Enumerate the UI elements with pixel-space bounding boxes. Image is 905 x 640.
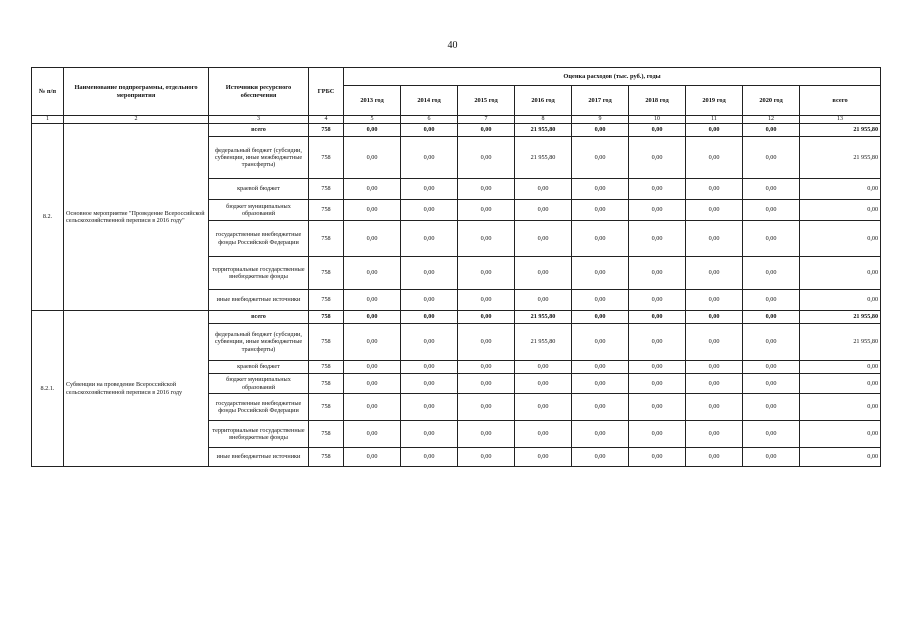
grbs-code: 758: [309, 361, 344, 374]
grbs-code: 758: [309, 200, 344, 221]
year-value: 0,00: [401, 257, 458, 290]
table-row: [32, 124, 881, 137]
total-value: 21 955,80: [800, 311, 881, 324]
year-value: 0,00: [572, 374, 629, 394]
year-value: 0,00: [686, 137, 743, 179]
year-value: 0,00: [344, 179, 401, 200]
column-number: 5: [344, 116, 401, 124]
year-value: 0,00: [515, 374, 572, 394]
total-value: 0,00: [800, 394, 881, 421]
year-value: 0,00: [743, 374, 800, 394]
header-estimate: Оценка расходов (тыс. руб.), годы: [344, 68, 881, 86]
year-value: 0,00: [629, 394, 686, 421]
grbs-code: 758: [309, 324, 344, 361]
year-value: 0,00: [458, 421, 515, 448]
funding-source: иные внебюджетные источники: [209, 448, 309, 467]
year-value: 0,00: [572, 361, 629, 374]
year-value: 0,00: [743, 124, 800, 137]
page-number: 40: [447, 40, 458, 51]
funding-source: федеральный бюджет (субсидии, субвенции, иные межбюджетные трансферты): [209, 137, 309, 179]
year-value: 0,00: [344, 361, 401, 374]
header-source: Источники ресурсного обеспечения: [209, 68, 309, 116]
year-value: 0,00: [629, 421, 686, 448]
column-number: 10: [629, 116, 686, 124]
year-value: 0,00: [743, 421, 800, 448]
year-value: 0,00: [344, 221, 401, 257]
year-value: 0,00: [344, 394, 401, 421]
year-value: 0,00: [401, 324, 458, 361]
year-value: 0,00: [743, 200, 800, 221]
year-value: 0,00: [515, 179, 572, 200]
year-value: 0,00: [401, 361, 458, 374]
year-value: 0,00: [629, 221, 686, 257]
year-value: 0,00: [458, 221, 515, 257]
funding-source: всего: [209, 124, 309, 137]
budget-table: [31, 67, 881, 467]
total-value: 0,00: [800, 361, 881, 374]
year-value: 0,00: [344, 448, 401, 467]
year-value: 0,00: [515, 421, 572, 448]
year-value: 0,00: [572, 179, 629, 200]
grbs-code: 758: [309, 448, 344, 467]
year-value: 0,00: [572, 200, 629, 221]
header-num: № п/п: [32, 68, 64, 116]
year-value: 0,00: [458, 179, 515, 200]
year-value: 0,00: [572, 311, 629, 324]
year-value: 0,00: [743, 311, 800, 324]
year-value: 0,00: [344, 324, 401, 361]
year-value: 0,00: [686, 179, 743, 200]
year-value: 0,00: [515, 448, 572, 467]
grbs-code: 758: [309, 311, 344, 324]
year-value: 0,00: [629, 361, 686, 374]
item-name: Основное мероприятие "Проведение Всероссийской сельскохозяйственной переписи в 2016 году": [64, 124, 209, 311]
year-value: 0,00: [458, 257, 515, 290]
year-value: 0,00: [629, 311, 686, 324]
year-value: 0,00: [572, 324, 629, 361]
year-value: 0,00: [743, 257, 800, 290]
year-value: 0,00: [401, 311, 458, 324]
year-value: 0,00: [401, 200, 458, 221]
year-value: 0,00: [686, 257, 743, 290]
funding-source: краевой бюджет: [209, 361, 309, 374]
year-value: 0,00: [344, 137, 401, 179]
header-year: всего: [800, 86, 881, 116]
funding-source: государственные внебюджетные фонды Российской Федерации: [209, 394, 309, 421]
column-number: 1: [32, 116, 64, 124]
total-value: 0,00: [800, 257, 881, 290]
year-value: 0,00: [401, 394, 458, 421]
column-number: 9: [572, 116, 629, 124]
year-value: 0,00: [344, 257, 401, 290]
year-value: 0,00: [686, 394, 743, 421]
year-value: 0,00: [344, 124, 401, 137]
table-header: [32, 68, 881, 124]
year-value: 0,00: [458, 290, 515, 311]
item-name: Субвенции на проведение Всероссийской сельскохозяйственной переписи в 2016 году: [64, 311, 209, 467]
year-value: 0,00: [401, 290, 458, 311]
funding-source: бюджет муниципальных образований: [209, 374, 309, 394]
year-value: 0,00: [743, 179, 800, 200]
funding-source: территориальные государственные внебюджетные фонды: [209, 421, 309, 448]
year-value: 0,00: [515, 361, 572, 374]
item-number: 8.2.1.: [32, 311, 64, 467]
column-number: 4: [309, 116, 344, 124]
grbs-code: 758: [309, 137, 344, 179]
header-year: 2018 год: [629, 86, 686, 116]
column-number: 2: [64, 116, 209, 124]
year-value: 0,00: [686, 290, 743, 311]
year-value: 0,00: [572, 124, 629, 137]
year-value: 0,00: [515, 290, 572, 311]
grbs-code: 758: [309, 124, 344, 137]
year-value: 0,00: [401, 448, 458, 467]
year-value: 0,00: [743, 361, 800, 374]
funding-source: бюджет муниципальных образований: [209, 200, 309, 221]
year-value: 0,00: [572, 421, 629, 448]
year-value: 0,00: [686, 221, 743, 257]
column-number: 8: [515, 116, 572, 124]
year-value: 0,00: [572, 290, 629, 311]
table-row: [32, 311, 881, 324]
year-value: 0,00: [686, 324, 743, 361]
grbs-code: 758: [309, 257, 344, 290]
grbs-code: 758: [309, 421, 344, 448]
total-value: 0,00: [800, 421, 881, 448]
header-name: Наименование подпрограммы, отдельного мероприятия: [64, 68, 209, 116]
column-number: 11: [686, 116, 743, 124]
year-value: 0,00: [629, 124, 686, 137]
year-value: 0,00: [458, 137, 515, 179]
header-year: 2016 год: [515, 86, 572, 116]
year-value: 0,00: [515, 257, 572, 290]
funding-source: иные внебюджетные источники: [209, 290, 309, 311]
year-value: 0,00: [401, 124, 458, 137]
year-value: 0,00: [572, 257, 629, 290]
year-value: 0,00: [458, 374, 515, 394]
year-value: 21 955,80: [515, 124, 572, 137]
year-value: 0,00: [686, 200, 743, 221]
year-value: 0,00: [401, 374, 458, 394]
total-value: 21 955,80: [800, 124, 881, 137]
year-value: 0,00: [743, 137, 800, 179]
total-value: 0,00: [800, 179, 881, 200]
year-value: 0,00: [401, 137, 458, 179]
total-value: 0,00: [800, 221, 881, 257]
year-value: 0,00: [629, 448, 686, 467]
year-value: 0,00: [743, 324, 800, 361]
header-year: 2014 год: [401, 86, 458, 116]
year-value: 0,00: [344, 200, 401, 221]
year-value: 0,00: [743, 394, 800, 421]
year-value: 0,00: [686, 448, 743, 467]
grbs-code: 758: [309, 374, 344, 394]
year-value: 0,00: [401, 421, 458, 448]
year-value: 0,00: [458, 200, 515, 221]
year-value: 0,00: [344, 374, 401, 394]
year-value: 0,00: [629, 290, 686, 311]
total-value: 0,00: [800, 290, 881, 311]
year-value: 0,00: [344, 311, 401, 324]
year-value: 0,00: [515, 394, 572, 421]
year-value: 0,00: [743, 448, 800, 467]
funding-source: территориальные государственные внебюджетные фонды: [209, 257, 309, 290]
grbs-code: 758: [309, 221, 344, 257]
header-grbs: ГРБС: [309, 68, 344, 116]
total-value: 0,00: [800, 200, 881, 221]
column-number: 3: [209, 116, 309, 124]
year-value: 0,00: [458, 124, 515, 137]
column-number: 12: [743, 116, 800, 124]
total-value: 0,00: [800, 448, 881, 467]
total-value: 21 955,80: [800, 324, 881, 361]
year-value: 0,00: [743, 221, 800, 257]
header-year: 2015 год: [458, 86, 515, 116]
year-value: 21 955,80: [515, 324, 572, 361]
year-value: 0,00: [458, 361, 515, 374]
year-value: 21 955,80: [515, 137, 572, 179]
year-value: 0,00: [572, 221, 629, 257]
year-value: 0,00: [743, 290, 800, 311]
year-value: 0,00: [629, 324, 686, 361]
header-year: 2013 год: [344, 86, 401, 116]
year-value: 0,00: [458, 324, 515, 361]
year-value: 0,00: [686, 421, 743, 448]
funding-source: государственные внебюджетные фонды Российской Федерации: [209, 221, 309, 257]
year-value: 0,00: [401, 179, 458, 200]
header-year: 2017 год: [572, 86, 629, 116]
year-value: 0,00: [629, 179, 686, 200]
year-value: 0,00: [515, 200, 572, 221]
year-value: 0,00: [686, 374, 743, 394]
funding-source: федеральный бюджет (субсидии, субвенции, иные межбюджетные трансферты): [209, 324, 309, 361]
year-value: 0,00: [686, 361, 743, 374]
year-value: 0,00: [629, 200, 686, 221]
grbs-code: 758: [309, 179, 344, 200]
year-value: 0,00: [458, 311, 515, 324]
year-value: 0,00: [344, 421, 401, 448]
year-value: 0,00: [458, 448, 515, 467]
grbs-code: 758: [309, 290, 344, 311]
column-number: 13: [800, 116, 881, 124]
item-number: 8.2.: [32, 124, 64, 311]
year-value: 21 955,80: [515, 311, 572, 324]
header-year: 2019 год: [686, 86, 743, 116]
year-value: 0,00: [572, 137, 629, 179]
year-value: 0,00: [629, 137, 686, 179]
year-value: 0,00: [629, 374, 686, 394]
total-value: 0,00: [800, 374, 881, 394]
header-year: 2020 год: [743, 86, 800, 116]
column-number-row: [32, 116, 881, 124]
year-value: 0,00: [401, 221, 458, 257]
column-number: 7: [458, 116, 515, 124]
year-value: 0,00: [515, 221, 572, 257]
year-value: 0,00: [572, 448, 629, 467]
column-number: 6: [401, 116, 458, 124]
year-value: 0,00: [629, 257, 686, 290]
funding-source: всего: [209, 311, 309, 324]
funding-source: краевой бюджет: [209, 179, 309, 200]
year-value: 0,00: [344, 290, 401, 311]
year-value: 0,00: [572, 394, 629, 421]
table-body: [32, 124, 881, 467]
grbs-code: 758: [309, 394, 344, 421]
total-value: 21 955,80: [800, 137, 881, 179]
year-value: 0,00: [458, 394, 515, 421]
year-value: 0,00: [686, 311, 743, 324]
year-value: 0,00: [686, 124, 743, 137]
